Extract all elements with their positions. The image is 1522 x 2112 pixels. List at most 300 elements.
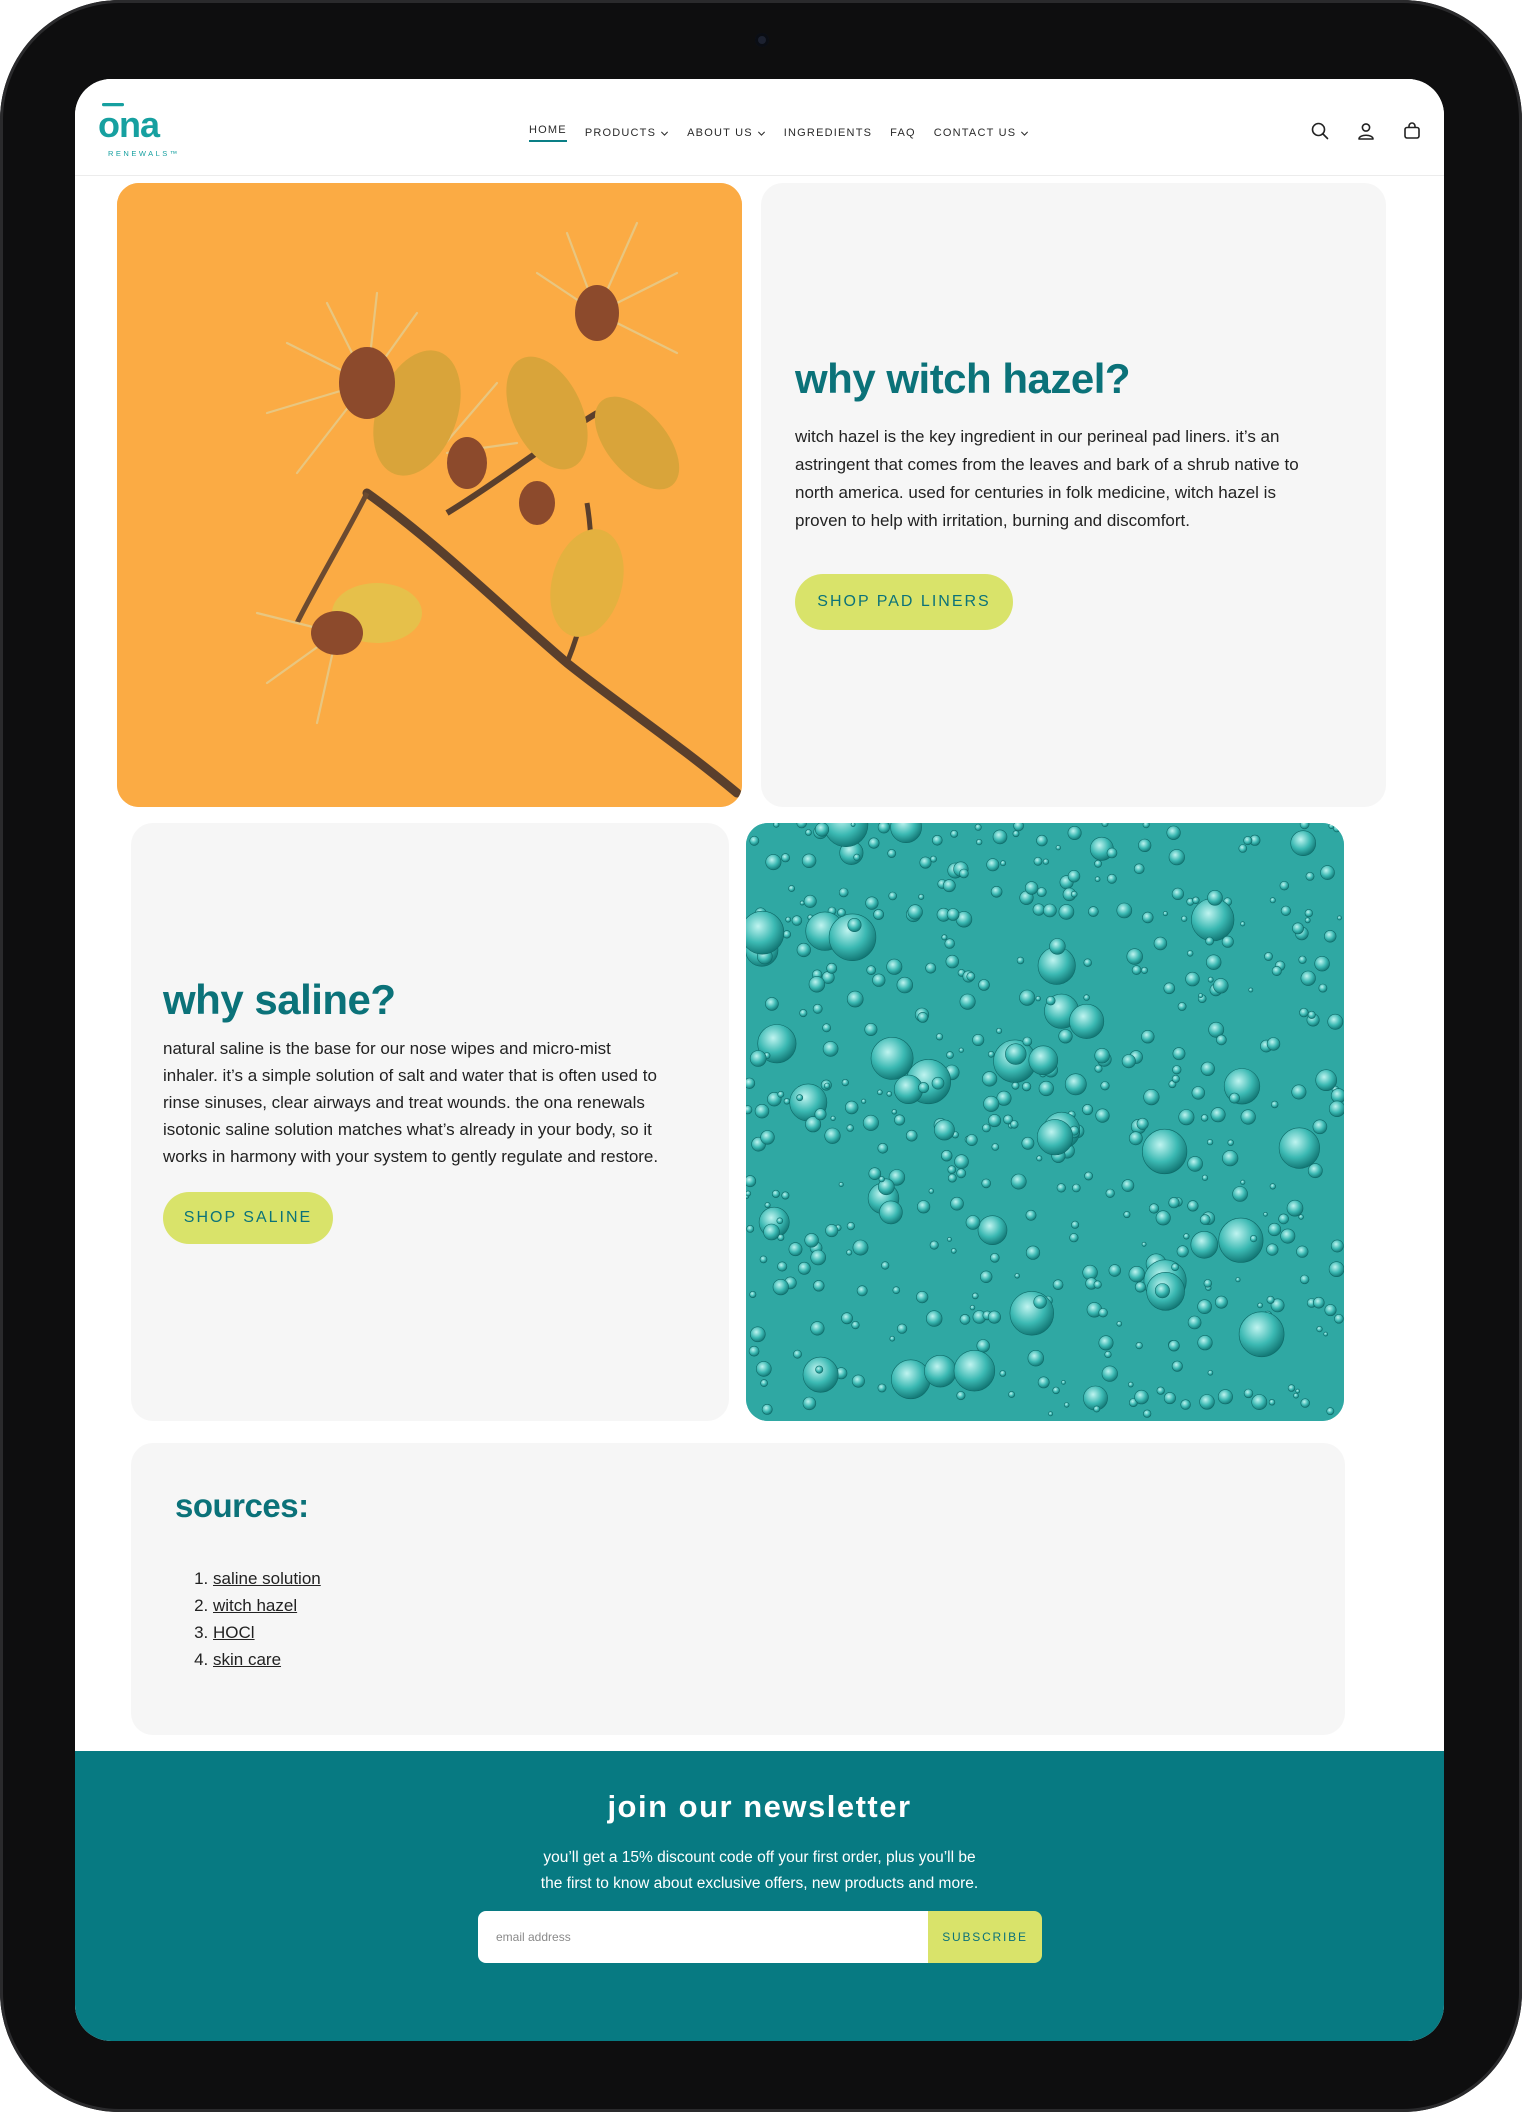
water-droplet — [750, 1291, 756, 1297]
water-droplet — [917, 1201, 930, 1214]
water-droplet — [1267, 1038, 1280, 1051]
logo-graphic — [98, 99, 193, 159]
water-droplet — [1199, 994, 1203, 998]
water-droplet — [924, 1355, 956, 1387]
email-field[interactable] — [478, 1911, 933, 1963]
water-droplet — [789, 1243, 802, 1256]
water-droplet — [1010, 1121, 1018, 1129]
water-droplet — [1252, 1395, 1267, 1410]
water-droplet — [1135, 1282, 1145, 1292]
water-droplet — [1313, 1120, 1327, 1134]
water-droplet — [1129, 1132, 1142, 1145]
water-droplet — [934, 1120, 954, 1140]
water-droplet — [1107, 848, 1117, 858]
water-droplet — [1164, 1392, 1175, 1403]
water-droplet — [1034, 857, 1042, 865]
water-droplet — [988, 1114, 1000, 1126]
water-droplet — [1039, 1081, 1054, 1096]
water-droplet — [1184, 1234, 1190, 1240]
water-droplet — [1228, 1140, 1234, 1146]
water-droplet — [802, 854, 816, 868]
water-droplet — [1337, 916, 1341, 920]
water-droplet — [1043, 859, 1049, 865]
water-droplet — [1316, 1070, 1337, 1091]
water-droplet — [987, 859, 999, 871]
water-droplet — [1069, 1004, 1103, 1038]
water-droplet — [852, 1375, 864, 1387]
water-droplet — [988, 1051, 994, 1057]
cart-icon[interactable] — [1400, 119, 1424, 143]
water-droplet — [1204, 1280, 1212, 1288]
water-droplet — [1324, 930, 1336, 942]
water-droplet — [1070, 1233, 1079, 1242]
nav-products[interactable] — [576, 124, 678, 142]
water-droplet — [816, 1366, 823, 1373]
water-droplet — [1105, 1351, 1112, 1358]
water-droplet — [1034, 1296, 1047, 1309]
water-droplet — [772, 1190, 779, 1197]
saline-title: why saline? — [163, 976, 396, 1023]
water-droplet — [992, 1144, 999, 1151]
water-droplet — [823, 1024, 831, 1032]
water-droplet — [1207, 1139, 1213, 1145]
water-droplet — [1084, 995, 1090, 1001]
water-droplet — [988, 1311, 1000, 1323]
water-droplet — [897, 1324, 907, 1334]
water-droplet — [760, 1256, 767, 1263]
source-link-saline-solution[interactable]: saline solution — [213, 1569, 321, 1588]
water-droplet — [967, 972, 975, 980]
brand-logo[interactable] — [98, 99, 193, 159]
nav-about-us[interactable] — [678, 124, 775, 142]
water-droplet — [908, 905, 923, 920]
water-droplet — [761, 1380, 768, 1387]
source-link-hocl[interactable]: HOCl — [213, 1623, 255, 1642]
water-droplet — [955, 1155, 969, 1169]
water-droplet — [1206, 937, 1214, 945]
water-droplet — [789, 885, 795, 891]
shop-saline-button[interactable] — [163, 1192, 333, 1244]
water-droplet — [852, 1321, 860, 1329]
water-droplet — [993, 830, 1007, 844]
water-droplet — [1156, 1211, 1170, 1225]
water-droplet — [1280, 881, 1289, 890]
water-droplet — [1211, 1108, 1225, 1122]
water-droplet — [800, 901, 804, 905]
water-droplet — [926, 1311, 942, 1327]
water-droplet — [1279, 1214, 1289, 1224]
water-droplet — [1331, 1240, 1343, 1252]
sources-title: sources: — [175, 1487, 309, 1524]
water-droplet — [774, 823, 780, 827]
water-droplet — [1329, 1262, 1344, 1277]
water-droplet — [854, 854, 860, 860]
water-droplet — [749, 1346, 759, 1356]
water-droplet — [1106, 1189, 1115, 1198]
water-droplet — [803, 1357, 838, 1392]
water-droplet — [1141, 967, 1147, 973]
source-link-skin-care[interactable]: skin care — [213, 1650, 282, 1669]
water-droplet — [930, 1241, 938, 1249]
water-droplet — [804, 895, 816, 907]
water-droplet — [979, 980, 990, 991]
water-droplet — [1200, 1215, 1210, 1225]
water-droplet — [879, 1201, 902, 1224]
water-droplet — [862, 1099, 866, 1103]
water-droplet — [1037, 888, 1046, 897]
water-droplet — [957, 1169, 966, 1178]
water-droplet — [1169, 1197, 1180, 1208]
water-droplet — [811, 1250, 826, 1265]
water-droplet — [1128, 1382, 1133, 1387]
water-droplet — [746, 1191, 751, 1196]
water-droplet — [746, 1078, 755, 1089]
water-droplet — [1313, 1297, 1324, 1308]
water-droplet — [1229, 1093, 1239, 1103]
water-droplet — [890, 1336, 895, 1341]
water-droplet — [878, 1143, 888, 1153]
water-droplet — [1329, 1101, 1344, 1117]
water-droplet — [813, 1004, 822, 1013]
water-droplet — [1334, 1314, 1343, 1323]
water-droplet — [1249, 988, 1253, 992]
water-droplet — [841, 1313, 852, 1324]
water-droplet — [1292, 923, 1303, 934]
water-droplet — [1208, 1370, 1213, 1375]
water-droplet — [1095, 877, 1100, 882]
water-droplet — [863, 1115, 878, 1130]
water-droplet — [1270, 1184, 1276, 1190]
nav-contact-us[interactable] — [925, 124, 1039, 142]
water-droplet — [926, 963, 936, 973]
water-droplet — [1010, 1291, 1054, 1335]
water-droplet — [781, 854, 789, 862]
nav-ingredients-label: INGREDIENTS — [783, 127, 873, 139]
water-droplet — [1172, 1075, 1179, 1082]
water-droplet — [1319, 984, 1327, 992]
water-droplet — [1154, 937, 1167, 950]
water-droplet — [1201, 1115, 1208, 1122]
water-droplet — [815, 1109, 826, 1120]
search-icon[interactable] — [1308, 119, 1332, 143]
water-droplet — [792, 916, 802, 926]
water-droplet — [1292, 1085, 1306, 1099]
water-droplet — [945, 939, 955, 949]
water-droplet — [1026, 1246, 1040, 1260]
water-droplet — [1264, 1212, 1268, 1216]
water-droplet — [1208, 890, 1223, 905]
water-droplet — [943, 880, 955, 892]
water-droplet — [1200, 1395, 1215, 1410]
water-droplet — [1300, 1008, 1309, 1017]
water-droplet — [1288, 1385, 1295, 1392]
water-droplet — [1143, 1410, 1151, 1418]
water-droplet — [1267, 1244, 1279, 1256]
water-droplet — [778, 1091, 784, 1097]
water-droplet — [765, 997, 778, 1010]
water-droplet — [1046, 996, 1055, 1005]
water-droplet — [869, 838, 880, 849]
water-droplet — [1071, 891, 1077, 897]
water-droplet — [1144, 1089, 1160, 1105]
water-droplet — [1327, 1408, 1334, 1415]
water-droplet — [959, 1048, 964, 1053]
water-droplet — [867, 966, 876, 975]
water-droplet — [954, 1350, 995, 1391]
water-droplet — [1059, 904, 1074, 919]
source-item — [213, 1592, 321, 1619]
water-droplet — [1296, 1389, 1300, 1393]
subscribe-button[interactable] — [928, 1911, 1042, 1963]
water-droplet — [797, 1095, 803, 1101]
water-droplet — [1023, 1037, 1032, 1046]
water-droplet — [888, 849, 896, 857]
water-droplet — [1005, 1044, 1026, 1065]
nav-about-label: ABOUT US — [687, 127, 753, 139]
water-droplet — [1244, 1389, 1253, 1398]
water-droplet — [874, 909, 884, 919]
water-droplet — [1167, 826, 1181, 840]
water-droplet — [805, 1233, 819, 1247]
water-droplet — [1308, 1011, 1315, 1018]
water-droplet — [1188, 1156, 1203, 1171]
water-droplet — [1172, 888, 1184, 900]
water-droplet — [1014, 823, 1024, 831]
water-droplet — [1127, 949, 1143, 965]
water-droplet — [1222, 1150, 1238, 1166]
water-droplet — [1068, 870, 1080, 882]
water-droplet — [1022, 1137, 1034, 1149]
water-droplet — [1094, 1281, 1102, 1289]
water-droplet — [966, 1216, 980, 1230]
water-droplet — [851, 823, 855, 827]
water-droplet — [853, 1240, 868, 1255]
newsletter-line-1: you’ll get a 15% discount code off your first order, plus you’ll be — [543, 1849, 976, 1866]
water-droplet — [1164, 983, 1175, 994]
water-droplet — [762, 1404, 772, 1414]
water-droplet — [1065, 1074, 1086, 1095]
water-droplet — [847, 1222, 855, 1230]
chevron-down-icon — [1020, 129, 1029, 138]
water-droplet — [838, 909, 846, 917]
water-droplet — [803, 1397, 816, 1410]
water-droplet — [1191, 1231, 1218, 1258]
water-droplet — [973, 1034, 984, 1045]
water-droplet — [847, 1250, 852, 1255]
water-droplet — [1305, 909, 1313, 917]
water-droplet — [815, 823, 829, 836]
water-droplet — [845, 1101, 858, 1114]
water-droplet — [1181, 1400, 1191, 1410]
water-droplet — [783, 931, 791, 939]
water-droplet — [1138, 839, 1151, 852]
water-droplet — [1011, 1174, 1026, 1189]
water-droplet — [1306, 872, 1314, 880]
water-droplet — [1134, 864, 1144, 874]
water-droplet — [1279, 1128, 1320, 1169]
shop-saline-label: SHOP SALINE — [183, 1209, 313, 1226]
source-link-witch-hazel[interactable]: witch hazel — [213, 1596, 298, 1615]
nav-home-label: HOME — [529, 124, 567, 142]
water-droplet — [932, 835, 942, 845]
water-droplet — [797, 943, 811, 957]
water-droplet — [892, 1109, 897, 1114]
water-droplet — [1281, 1229, 1295, 1243]
water-droplet — [1208, 977, 1213, 982]
water-droplet — [1033, 904, 1045, 916]
water-droplet — [1244, 836, 1252, 844]
water-droplet — [1163, 911, 1167, 915]
nav-faq[interactable] — [881, 124, 925, 142]
water-droplet — [793, 1350, 801, 1358]
water-droplet — [1028, 1350, 1044, 1366]
water-droplet — [1009, 1391, 1015, 1397]
water-droplet — [1000, 1371, 1006, 1377]
water-droplet — [1025, 882, 1038, 895]
water-droplet — [857, 1286, 867, 1296]
water-droplet — [891, 1360, 930, 1399]
water-droplet — [1057, 1184, 1066, 1193]
water-droplet — [975, 824, 981, 830]
water-droplet — [1267, 1296, 1274, 1303]
water-droplet — [1155, 1284, 1169, 1298]
water-droplet — [982, 1124, 990, 1132]
source-item — [213, 1619, 321, 1646]
shop-pad-liners-button[interactable] — [795, 574, 1013, 630]
water-droplet — [1132, 966, 1141, 975]
water-droplet — [1015, 1273, 1020, 1278]
water-droplet — [750, 836, 759, 845]
water-droplet — [1178, 1002, 1186, 1010]
water-droplet — [932, 1077, 944, 1089]
water-droplet — [1328, 1014, 1343, 1029]
water-droplet — [1233, 1187, 1248, 1202]
water-droplet — [1036, 996, 1041, 1001]
chevron-down-icon — [757, 129, 766, 138]
water-droplet — [784, 1098, 790, 1104]
water-droplet — [1215, 1296, 1227, 1308]
water-droplet — [1239, 1312, 1284, 1357]
water-droplet — [1124, 1211, 1130, 1217]
water-droplet — [1001, 861, 1006, 866]
water-droplets-image — [746, 823, 1344, 1421]
water-droplet — [750, 1327, 765, 1342]
water-droplet — [916, 1291, 928, 1303]
water-droplet — [765, 1202, 770, 1207]
header-icons — [1308, 119, 1424, 143]
water-droplet — [1269, 1399, 1275, 1405]
water-droplet — [798, 1262, 810, 1274]
water-droplet — [960, 1314, 970, 1324]
water-droplet — [887, 1091, 892, 1096]
water-droplet — [746, 1176, 756, 1187]
water-droplet — [1143, 823, 1149, 828]
water-droplet — [766, 854, 781, 869]
water-droplet — [1188, 1201, 1199, 1212]
sources-list — [175, 1565, 321, 1673]
water-droplet — [756, 1361, 771, 1376]
water-droplet — [1072, 1184, 1080, 1192]
water-droplet — [1094, 1406, 1100, 1412]
water-droplet — [976, 839, 982, 845]
nav-faq-label: FAQ — [890, 127, 916, 139]
water-droplet — [1308, 1164, 1322, 1178]
water-droplet — [984, 1096, 999, 1111]
water-droplet — [1321, 866, 1335, 880]
water-droplet — [991, 886, 1002, 897]
water-droplet — [1012, 1082, 1019, 1089]
account-icon[interactable] — [1354, 119, 1378, 143]
water-droplet — [1137, 1118, 1148, 1129]
water-droplet — [1324, 1332, 1328, 1336]
water-droplet — [951, 1197, 964, 1210]
main-nav — [520, 124, 1038, 142]
source-item — [213, 1646, 321, 1673]
water-droplet — [1099, 1308, 1108, 1317]
water-droplet — [1142, 1129, 1187, 1174]
nav-ingredients[interactable] — [775, 124, 881, 142]
water-droplet — [1173, 1048, 1185, 1060]
water-droplet — [1287, 1200, 1303, 1216]
water-droplet — [1181, 916, 1187, 922]
water-droplet — [1017, 957, 1024, 964]
water-droplet — [878, 1384, 886, 1392]
water-droplet — [957, 1391, 965, 1399]
water-droplet — [1117, 1321, 1122, 1326]
water-droplet — [827, 963, 837, 973]
svg-text:ona: ona — [98, 104, 160, 145]
water-droplet — [1053, 1387, 1060, 1394]
water-droplet — [1095, 860, 1102, 867]
newsletter-line-2: the first to know about exclusive offers, new products and more. — [540, 1875, 979, 1892]
water-droplet — [839, 888, 848, 897]
water-droplet — [747, 1225, 754, 1232]
water-droplet — [1281, 906, 1291, 916]
water-droplet — [1202, 1175, 1208, 1181]
water-droplet — [746, 1106, 752, 1114]
water-droplet — [1043, 904, 1056, 917]
water-droplet — [1122, 1055, 1135, 1068]
water-droplet — [918, 1012, 928, 1022]
nav-home[interactable] — [520, 124, 576, 142]
water-droplet — [1239, 845, 1247, 853]
water-droplet — [866, 897, 879, 910]
water-droplet — [1172, 1264, 1179, 1271]
water-droplet — [1188, 1316, 1201, 1329]
water-droplet — [1216, 1035, 1226, 1045]
water-droplet — [1299, 956, 1307, 964]
water-droplet — [1071, 1221, 1078, 1228]
sources-card — [131, 1443, 1345, 1735]
water-droplet — [1305, 918, 1310, 923]
witch-hazel-body: witch hazel is the key ingredient in our perineal pad liners. it’s an astringent that comes from the leaves and bark of a shrub native to north america. used for centuries in folk medicine, witch hazel is proven to help with irritation, burning and discomfort. — [795, 427, 1299, 530]
water-droplet — [1317, 1326, 1323, 1332]
water-droplet — [1268, 1223, 1281, 1236]
water-droplet — [947, 1237, 951, 1241]
water-droplet — [847, 1125, 854, 1132]
water-droplet — [873, 974, 886, 987]
water-droplet — [978, 1216, 1007, 1245]
water-droplet — [823, 1041, 838, 1056]
water-droplet — [893, 1287, 900, 1294]
water-droplet — [809, 976, 825, 992]
water-droplet — [1241, 1110, 1256, 1125]
source-item — [213, 1565, 321, 1592]
water-droplet — [1122, 1180, 1134, 1192]
water-droplet — [1142, 912, 1153, 923]
water-droplet — [877, 1090, 882, 1095]
water-droplet — [918, 1082, 928, 1092]
